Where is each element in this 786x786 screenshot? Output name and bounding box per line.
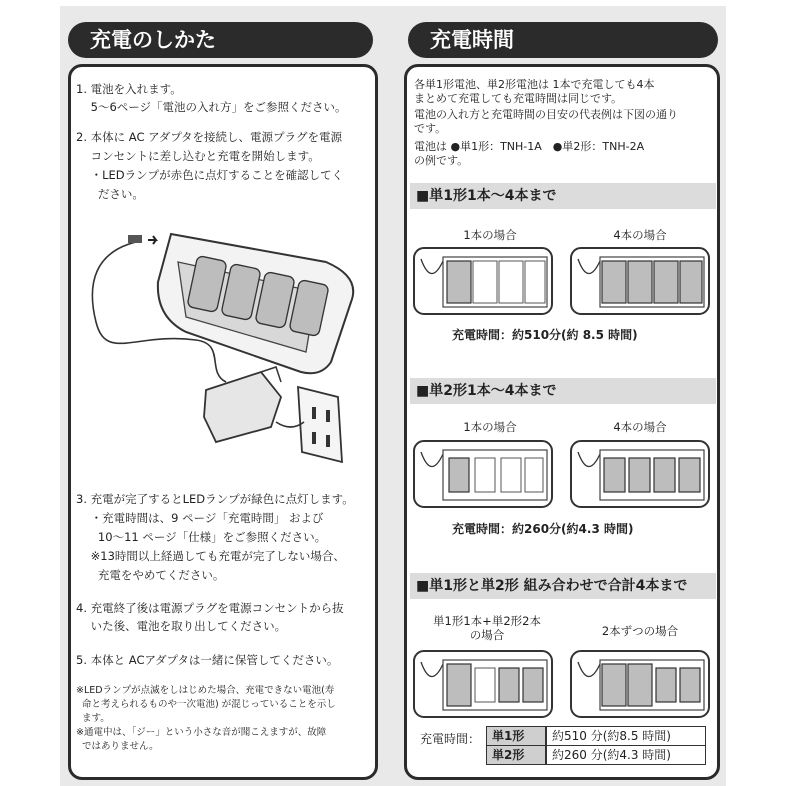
- step-1-line-1: 1. 電池を入れます。: [76, 82, 182, 96]
- intro-line-1: 各単1形電池、単2形電池は 1本で充電しても4本: [414, 78, 655, 91]
- charger-diagram-c-four: [570, 440, 710, 508]
- charger-diagram-d-four: [570, 247, 710, 315]
- section-title-charging-time: 充電時間: [408, 22, 718, 58]
- note-line-5: ではありません。: [76, 741, 159, 752]
- intro-line-4: です。: [414, 122, 447, 135]
- step-3-line-2: ・充電時間は、9 ページ「充電時間」 および: [76, 511, 324, 525]
- note-line-2: 命と考えられるものや一次電池) が混じっていることを示し: [76, 699, 336, 710]
- intro-line-5: 電池は ●単1形：TNH-1A ●単2形：TNH-2A: [414, 140, 645, 153]
- intro-line-6: の例です。: [414, 154, 469, 167]
- intro-line-3: 電池の入れ方と充電時間の目安の代表例は下図の通り: [414, 108, 678, 121]
- charger-diagram-mixed-b: [570, 650, 710, 718]
- caption-mixed-a: 単1形1本+単2形2本 の場合: [433, 614, 541, 642]
- step-2-line-3: ・LEDランプが赤色に点灯することを確認してく: [76, 168, 344, 182]
- step-1-line-2: 5～6ページ「電池の入れ方」をご参照ください。: [76, 100, 347, 114]
- table-time-d: 約510 分(約8.5 時間): [546, 726, 706, 746]
- step-2-line-1: 2. 本体に AC アダプタを接続し、電源プラグを電源: [76, 130, 343, 144]
- step-3-line-4: ※13時間以上経過しても充電が完了しない場合、: [76, 549, 345, 563]
- charge-time-c: 充電時間：約260分(約4.3 時間): [452, 522, 634, 536]
- charge-time-d: 充電時間：約510分(約 8.5 時間): [452, 328, 638, 342]
- section-heading-mixed: ■単1形と単2形 組み合わせで合計4本まで: [410, 573, 716, 599]
- note-line-4: ※通電中は、「ジー」という小さな音が聞こえますが、故障: [76, 727, 327, 738]
- step-2-line-2: コンセントに差し込むと充電を開始します。: [76, 149, 320, 163]
- step-4-line-2: いた後、電池を取り出してください。: [76, 619, 287, 633]
- caption-c-four: 4本の場合: [613, 420, 667, 434]
- intro-line-2: まとめて充電しても充電時間は同じです。: [414, 92, 623, 105]
- section-heading-c-size: ■単2形1本～4本まで: [410, 378, 716, 404]
- step-4-line-1: 4. 充電終了後は電源プラグを電源コンセントから抜: [76, 601, 344, 615]
- step-5-line-1: 5. 本体と ACアダプタは一緒に保管してください。: [76, 653, 339, 667]
- charger-illustration: [76, 222, 366, 482]
- caption-c-one: 1本の場合: [463, 420, 517, 434]
- note-line-3: ます。: [76, 713, 110, 724]
- step-3-line-5: 充電をやめてください。: [76, 568, 225, 582]
- caption-d-one: 1本の場合: [463, 228, 517, 242]
- caption-d-four: 4本の場合: [613, 228, 667, 242]
- step-2-line-4: ださい。: [76, 187, 144, 201]
- step-3-line-1: 3. 充電が完了するとLEDランプが緑色に点灯します。: [76, 492, 354, 506]
- charger-diagram-c-one: [413, 440, 553, 508]
- step-3-line-3: 10～11 ページ「仕様」をご参照ください。: [76, 530, 327, 544]
- table-type-c: 単2形: [486, 745, 546, 765]
- charger-diagram-mixed-a: [413, 650, 553, 718]
- table-label: 充電時間：: [420, 732, 481, 746]
- table-type-d: 単1形: [486, 726, 546, 746]
- charger-diagram-d-one: [413, 247, 553, 315]
- section-heading-d-size: ■単1形1本～4本まで: [410, 183, 716, 209]
- caption-mixed-b: 2本ずつの場合: [601, 624, 679, 638]
- note-line-1: ※LEDランプが点滅をしはじめた場合、充電できない電池(寿: [76, 685, 335, 696]
- section-title-charging-method: 充電のしかた: [68, 22, 373, 58]
- table-time-c: 約260 分(約4.3 時間): [546, 745, 706, 765]
